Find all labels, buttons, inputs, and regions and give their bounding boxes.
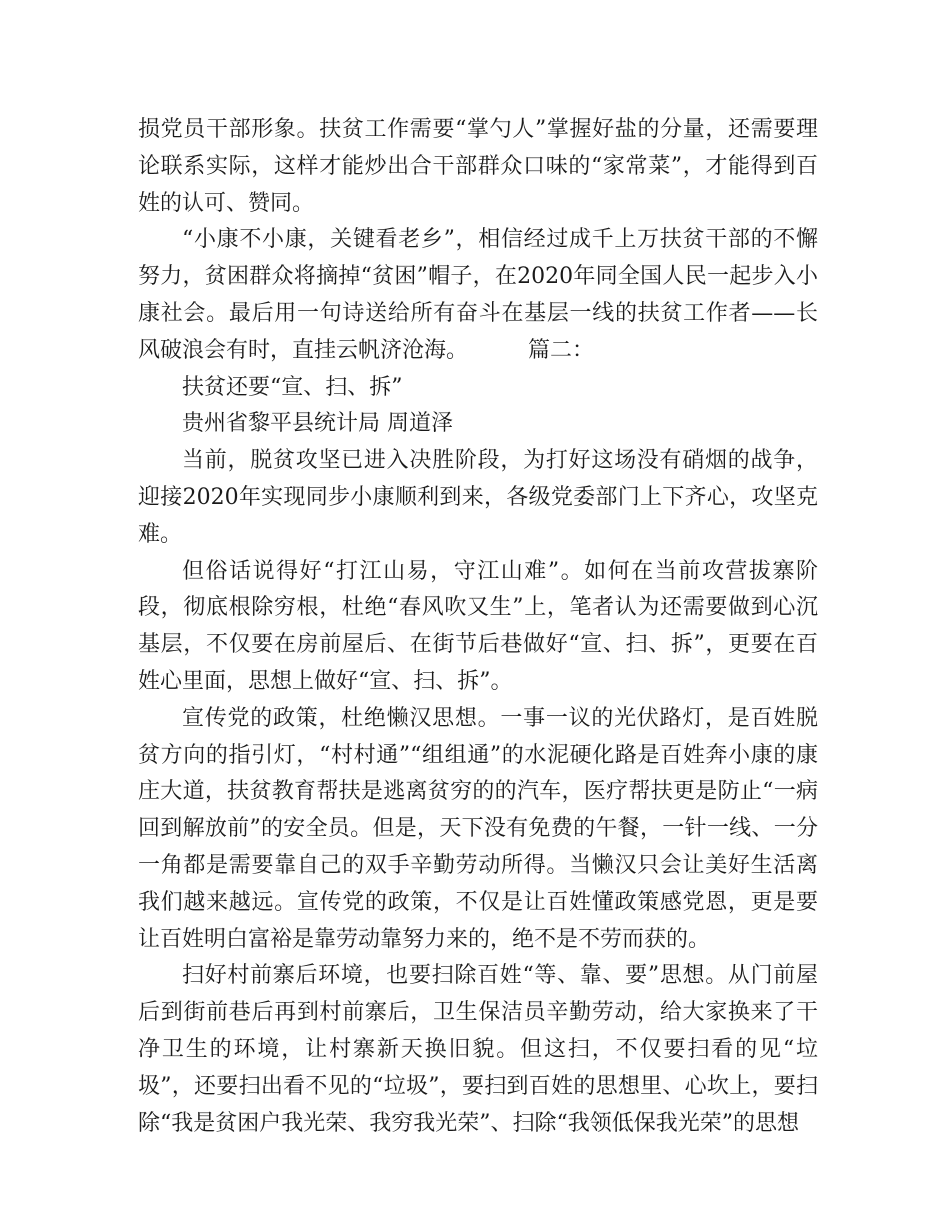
article-title: 扶贫还要“宣、扫、拆” [182, 374, 403, 400]
paragraph: 损党员干部形象。扶贫工作需要“掌勺人”掌握好盐的分量，还需要理论联系实际，这样才能炒出合干部群众口味的“家常菜”，才能得到百姓的认可、赞同。 [138, 117, 818, 216]
paragraph: 宣传党的政策，杜绝懒汉思想。一事一议的光伏路灯，是百姓脱贫方向的指引灯，“村村通”“组组通”的水泥硬化路是百姓奔小康的康庄大道，扶贫教育帮扶是逃离贫穷的的汽车，医疗帮扶更是防止“一病回到解放前”的安全员。但是，天下没有免费的午餐，一针一线、一分一角都是需要靠自己的双手辛勤劳动所得。当懒汉只会让美好生活离我们越来越远。宣传党的政策，不仅是让百姓懂政策感党恩，更是要让百姓明白富裕是靠劳动靠努力来的，绝不是不劳而获的。 [138, 705, 818, 952]
paragraph [138, 222, 818, 369]
paragraph: 但俗话说得好“打江山易，守江山难”。如何在当前攻营拔寨阶段，彻底根除穷根，杜绝“春风吹又生”上，笔者认为还需要做到心沉基层，不仅要在房前屋后、在街节后巷做好“宣、扫、拆”，更要在百姓心里面，思想上做好“宣、扫、拆”。 [138, 558, 818, 694]
paragraph: 扫好村前寨后环境，也要扫除百姓“等、靠、要”思想。从门前屋后到街前巷后再到村前寨后，卫生保洁员辛勤劳动，给大家换来了干净卫生的环境，让村寨新天换旧貌。但这扫，不仅要扫看的见“垃圾”，还要扫出看不见的“垃圾”，要扫到百姓的思想里、心坎上，要扫除“我是贫困户我光荣、我穷我光荣”、扫除“我领低保我光荣”的思想 [138, 963, 818, 1136]
paragraph-text: “小康不小康，关键看老乡”，相信经过成千上万扶贫干部的不懈努力，贫困群众将摘掉“贫困”帽子，在2020年同全国人民一起步入小康社会。最后用一句诗送给所有奋斗在基层一线的扶贫工作者——长风破浪会有时，直挂云帆济沧海。 [138, 227, 818, 363]
article-byline: 贵州省黎平县统计局 周道泽 [182, 411, 453, 437]
section-marker: 篇二： [528, 337, 595, 363]
document-page [138, 112, 818, 1142]
paragraph: 当前，脱贫攻坚已进入决胜阶段，为打好这场没有硝烟的战争，迎接2020年实现同步小康顺利到来，各级党委部门上下齐心，攻坚克难。 [138, 448, 818, 547]
